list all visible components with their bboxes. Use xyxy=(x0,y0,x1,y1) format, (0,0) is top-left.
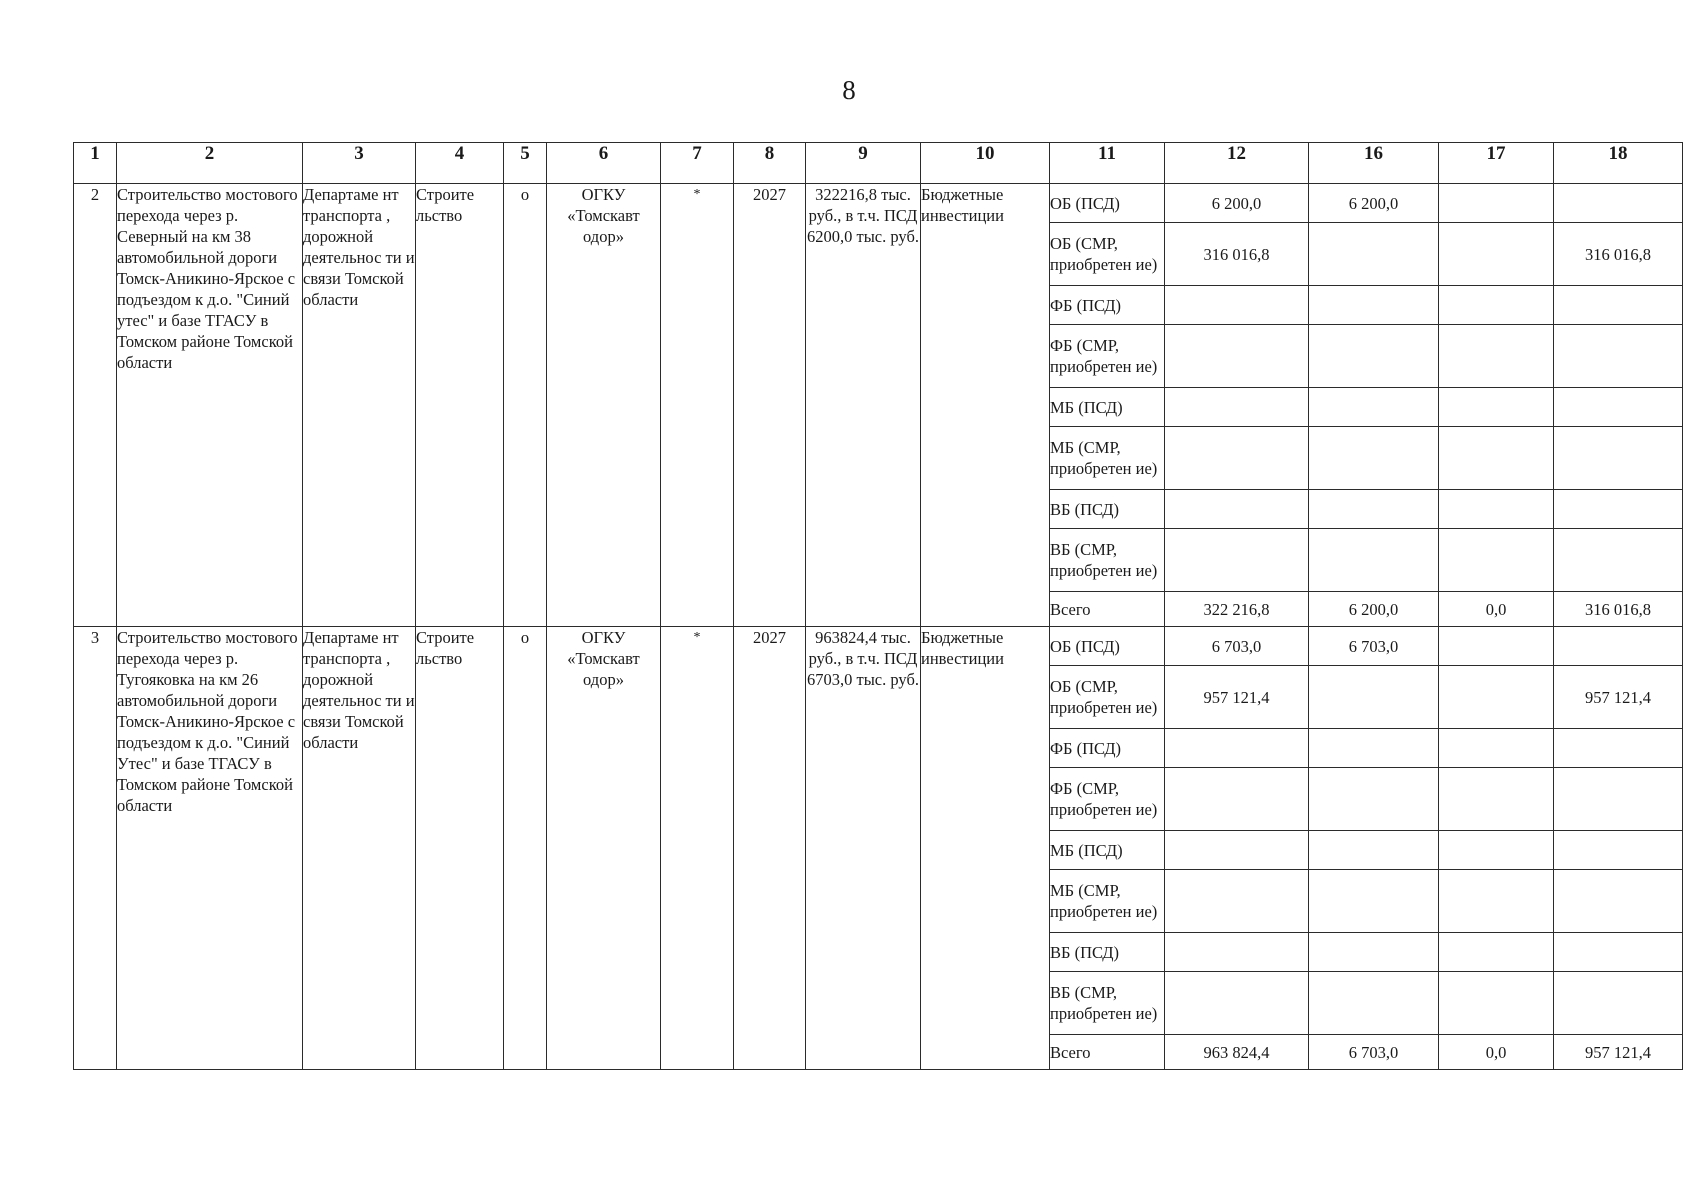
amount-cell-18: 957 121,4 xyxy=(1554,1035,1683,1070)
header-cell: 17 xyxy=(1439,143,1554,184)
estimated-cost: 322216,8 тыс. руб., в т.ч. ПСД 6200,0 тыс. руб. xyxy=(806,184,921,627)
estimated-cost: 963824,4 тыс. руб., в т.ч. ПСД 6703,0 тыс. руб. xyxy=(806,627,921,1070)
funding-source-label: ФБ (ПСД) xyxy=(1050,286,1165,325)
amount-cell-16 xyxy=(1309,666,1439,729)
funding-source-label: ФБ (СМР, приобретен ие) xyxy=(1050,768,1165,831)
amount-cell-12 xyxy=(1165,768,1309,831)
amount-cell-16 xyxy=(1309,490,1439,529)
amount-cell-17: 0,0 xyxy=(1439,592,1554,627)
amount-cell-17 xyxy=(1439,933,1554,972)
amount-cell-18 xyxy=(1554,490,1683,529)
amount-cell-17 xyxy=(1439,184,1554,223)
amount-cell-17 xyxy=(1439,223,1554,286)
amount-cell-18 xyxy=(1554,427,1683,490)
amount-cell-17 xyxy=(1439,427,1554,490)
page-number: 8 xyxy=(842,75,856,105)
investment-form: Бюджетные инвестиции xyxy=(921,184,1050,627)
amount-cell-17: 0,0 xyxy=(1439,1035,1554,1070)
header-cell: 5 xyxy=(504,143,547,184)
work-type: Строите льство xyxy=(416,184,504,627)
completion-year: 2027 xyxy=(734,184,806,627)
amount-cell-17 xyxy=(1439,729,1554,768)
funding-source-label: ВБ (СМР, приобретен ие) xyxy=(1050,972,1165,1035)
header-cell: 12 xyxy=(1165,143,1309,184)
customer-name: ОГКУ «Томскавт одор» xyxy=(547,184,661,627)
amount-cell-16 xyxy=(1309,729,1439,768)
amount-cell-16: 6 200,0 xyxy=(1309,592,1439,627)
amount-cell-12 xyxy=(1165,870,1309,933)
funding-source-label: ОБ (ПСД) xyxy=(1050,627,1165,666)
amount-cell-18 xyxy=(1554,325,1683,388)
amount-cell-16 xyxy=(1309,427,1439,490)
funding-source-label: МБ (СМР, приобретен ие) xyxy=(1050,870,1165,933)
amount-cell-16 xyxy=(1309,831,1439,870)
completion-year: 2027 xyxy=(734,627,806,1070)
funding-source-label: Всего xyxy=(1050,1035,1165,1070)
amount-cell-18 xyxy=(1554,831,1683,870)
work-type: Строите льство xyxy=(416,627,504,1070)
amount-cell-18 xyxy=(1554,972,1683,1035)
header-cell: 9 xyxy=(806,143,921,184)
object-name: Строительство мостового перехода через р. Тугояковка на км 26 автомобильной дороги Томск-Аникино-Ярское с подъездом к д.о. "Синий Утес" и базе ТГАСУ в Томском районе Томской области xyxy=(117,627,303,1070)
funding-source-label: МБ (СМР, приобретен ие) xyxy=(1050,427,1165,490)
amount-cell-12: 963 824,4 xyxy=(1165,1035,1309,1070)
column-7-value: * xyxy=(661,627,734,1070)
amount-cell-16 xyxy=(1309,933,1439,972)
header-cell: 4 xyxy=(416,143,504,184)
row-number: 2 xyxy=(74,184,117,627)
amount-cell-17 xyxy=(1439,286,1554,325)
object-name: Строительство мостового перехода через р. Северный на км 38 автомобильной дороги Томск-Аникино-Ярское с подъездом к д.о. "Синий утес" и базе ТГАСУ в Томском районе Томской области xyxy=(117,184,303,627)
column-7-value: * xyxy=(661,184,734,627)
investment-table xyxy=(73,142,1683,1070)
amount-cell-12: 322 216,8 xyxy=(1165,592,1309,627)
amount-cell-12 xyxy=(1165,388,1309,427)
header-cell: 10 xyxy=(921,143,1050,184)
amount-cell-16: 6 200,0 xyxy=(1309,184,1439,223)
header-cell: 11 xyxy=(1050,143,1165,184)
header-cell: 7 xyxy=(661,143,734,184)
amount-cell-12 xyxy=(1165,831,1309,870)
funding-source-label: ВБ (СМР, приобретен ие) xyxy=(1050,529,1165,592)
funding-source-label: ОБ (СМР, приобретен ие) xyxy=(1050,666,1165,729)
funding-source-label: Всего xyxy=(1050,592,1165,627)
funding-source-label: ФБ (СМР, приобретен ие) xyxy=(1050,325,1165,388)
header-row xyxy=(74,143,1683,184)
amount-cell-16 xyxy=(1309,325,1439,388)
amount-cell-17 xyxy=(1439,768,1554,831)
amount-cell-18 xyxy=(1554,768,1683,831)
row-number: 3 xyxy=(74,627,117,1070)
amount-cell-18 xyxy=(1554,184,1683,223)
amount-cell-12 xyxy=(1165,933,1309,972)
amount-cell-17 xyxy=(1439,831,1554,870)
funding-source-label: ВБ (ПСД) xyxy=(1050,933,1165,972)
header-cell: 3 xyxy=(303,143,416,184)
amount-cell-12 xyxy=(1165,972,1309,1035)
header-cell: 16 xyxy=(1309,143,1439,184)
amount-cell-12 xyxy=(1165,729,1309,768)
amount-cell-18: 957 121,4 xyxy=(1554,666,1683,729)
amount-cell-16 xyxy=(1309,972,1439,1035)
amount-cell-17 xyxy=(1439,325,1554,388)
amount-cell-12 xyxy=(1165,427,1309,490)
amount-cell-12 xyxy=(1165,286,1309,325)
column-5-value: о xyxy=(504,184,547,627)
amount-cell-16 xyxy=(1309,768,1439,831)
amount-cell-16 xyxy=(1309,388,1439,427)
table-body xyxy=(74,143,1683,1070)
amount-cell-18 xyxy=(1554,388,1683,427)
header-cell: 8 xyxy=(734,143,806,184)
amount-cell-17 xyxy=(1439,666,1554,729)
amount-cell-18 xyxy=(1554,870,1683,933)
amount-cell-18 xyxy=(1554,286,1683,325)
amount-cell-12: 316 016,8 xyxy=(1165,223,1309,286)
amount-cell-12 xyxy=(1165,490,1309,529)
amount-cell-18 xyxy=(1554,729,1683,768)
table-row xyxy=(74,184,1683,223)
amount-cell-18 xyxy=(1554,933,1683,972)
funding-source-label: МБ (ПСД) xyxy=(1050,831,1165,870)
header-cell: 2 xyxy=(117,143,303,184)
header-cell: 1 xyxy=(74,143,117,184)
amount-cell-12: 957 121,4 xyxy=(1165,666,1309,729)
amount-cell-16 xyxy=(1309,223,1439,286)
amount-cell-12 xyxy=(1165,529,1309,592)
amount-cell-17 xyxy=(1439,388,1554,427)
amount-cell-17 xyxy=(1439,870,1554,933)
funding-source-label: ФБ (ПСД) xyxy=(1050,729,1165,768)
amount-cell-12: 6 200,0 xyxy=(1165,184,1309,223)
amount-cell-12 xyxy=(1165,325,1309,388)
table-row xyxy=(74,627,1683,666)
customer-name: ОГКУ «Томскавт одор» xyxy=(547,627,661,1070)
responsible-department: Департаме нт транспорта , дорожной деятельнос ти и связи Томской области xyxy=(303,184,416,627)
amount-cell-16 xyxy=(1309,529,1439,592)
amount-cell-12: 6 703,0 xyxy=(1165,627,1309,666)
amount-cell-17 xyxy=(1439,529,1554,592)
amount-cell-16 xyxy=(1309,870,1439,933)
header-cell: 18 xyxy=(1554,143,1683,184)
amount-cell-16: 6 703,0 xyxy=(1309,1035,1439,1070)
funding-source-label: МБ (ПСД) xyxy=(1050,388,1165,427)
amount-cell-17 xyxy=(1439,627,1554,666)
amount-cell-18: 316 016,8 xyxy=(1554,223,1683,286)
amount-cell-16 xyxy=(1309,286,1439,325)
amount-cell-18: 316 016,8 xyxy=(1554,592,1683,627)
amount-cell-17 xyxy=(1439,490,1554,529)
header-cell: 6 xyxy=(547,143,661,184)
column-5-value: о xyxy=(504,627,547,1070)
amount-cell-18 xyxy=(1554,529,1683,592)
funding-source-label: ВБ (ПСД) xyxy=(1050,490,1165,529)
funding-source-label: ОБ (СМР, приобретен ие) xyxy=(1050,223,1165,286)
amount-cell-18 xyxy=(1554,627,1683,666)
responsible-department: Департаме нт транспорта , дорожной деятельнос ти и связи Томской области xyxy=(303,627,416,1070)
funding-source-label: ОБ (ПСД) xyxy=(1050,184,1165,223)
amount-cell-16: 6 703,0 xyxy=(1309,627,1439,666)
investment-form: Бюджетные инвестиции xyxy=(921,627,1050,1070)
amount-cell-17 xyxy=(1439,972,1554,1035)
